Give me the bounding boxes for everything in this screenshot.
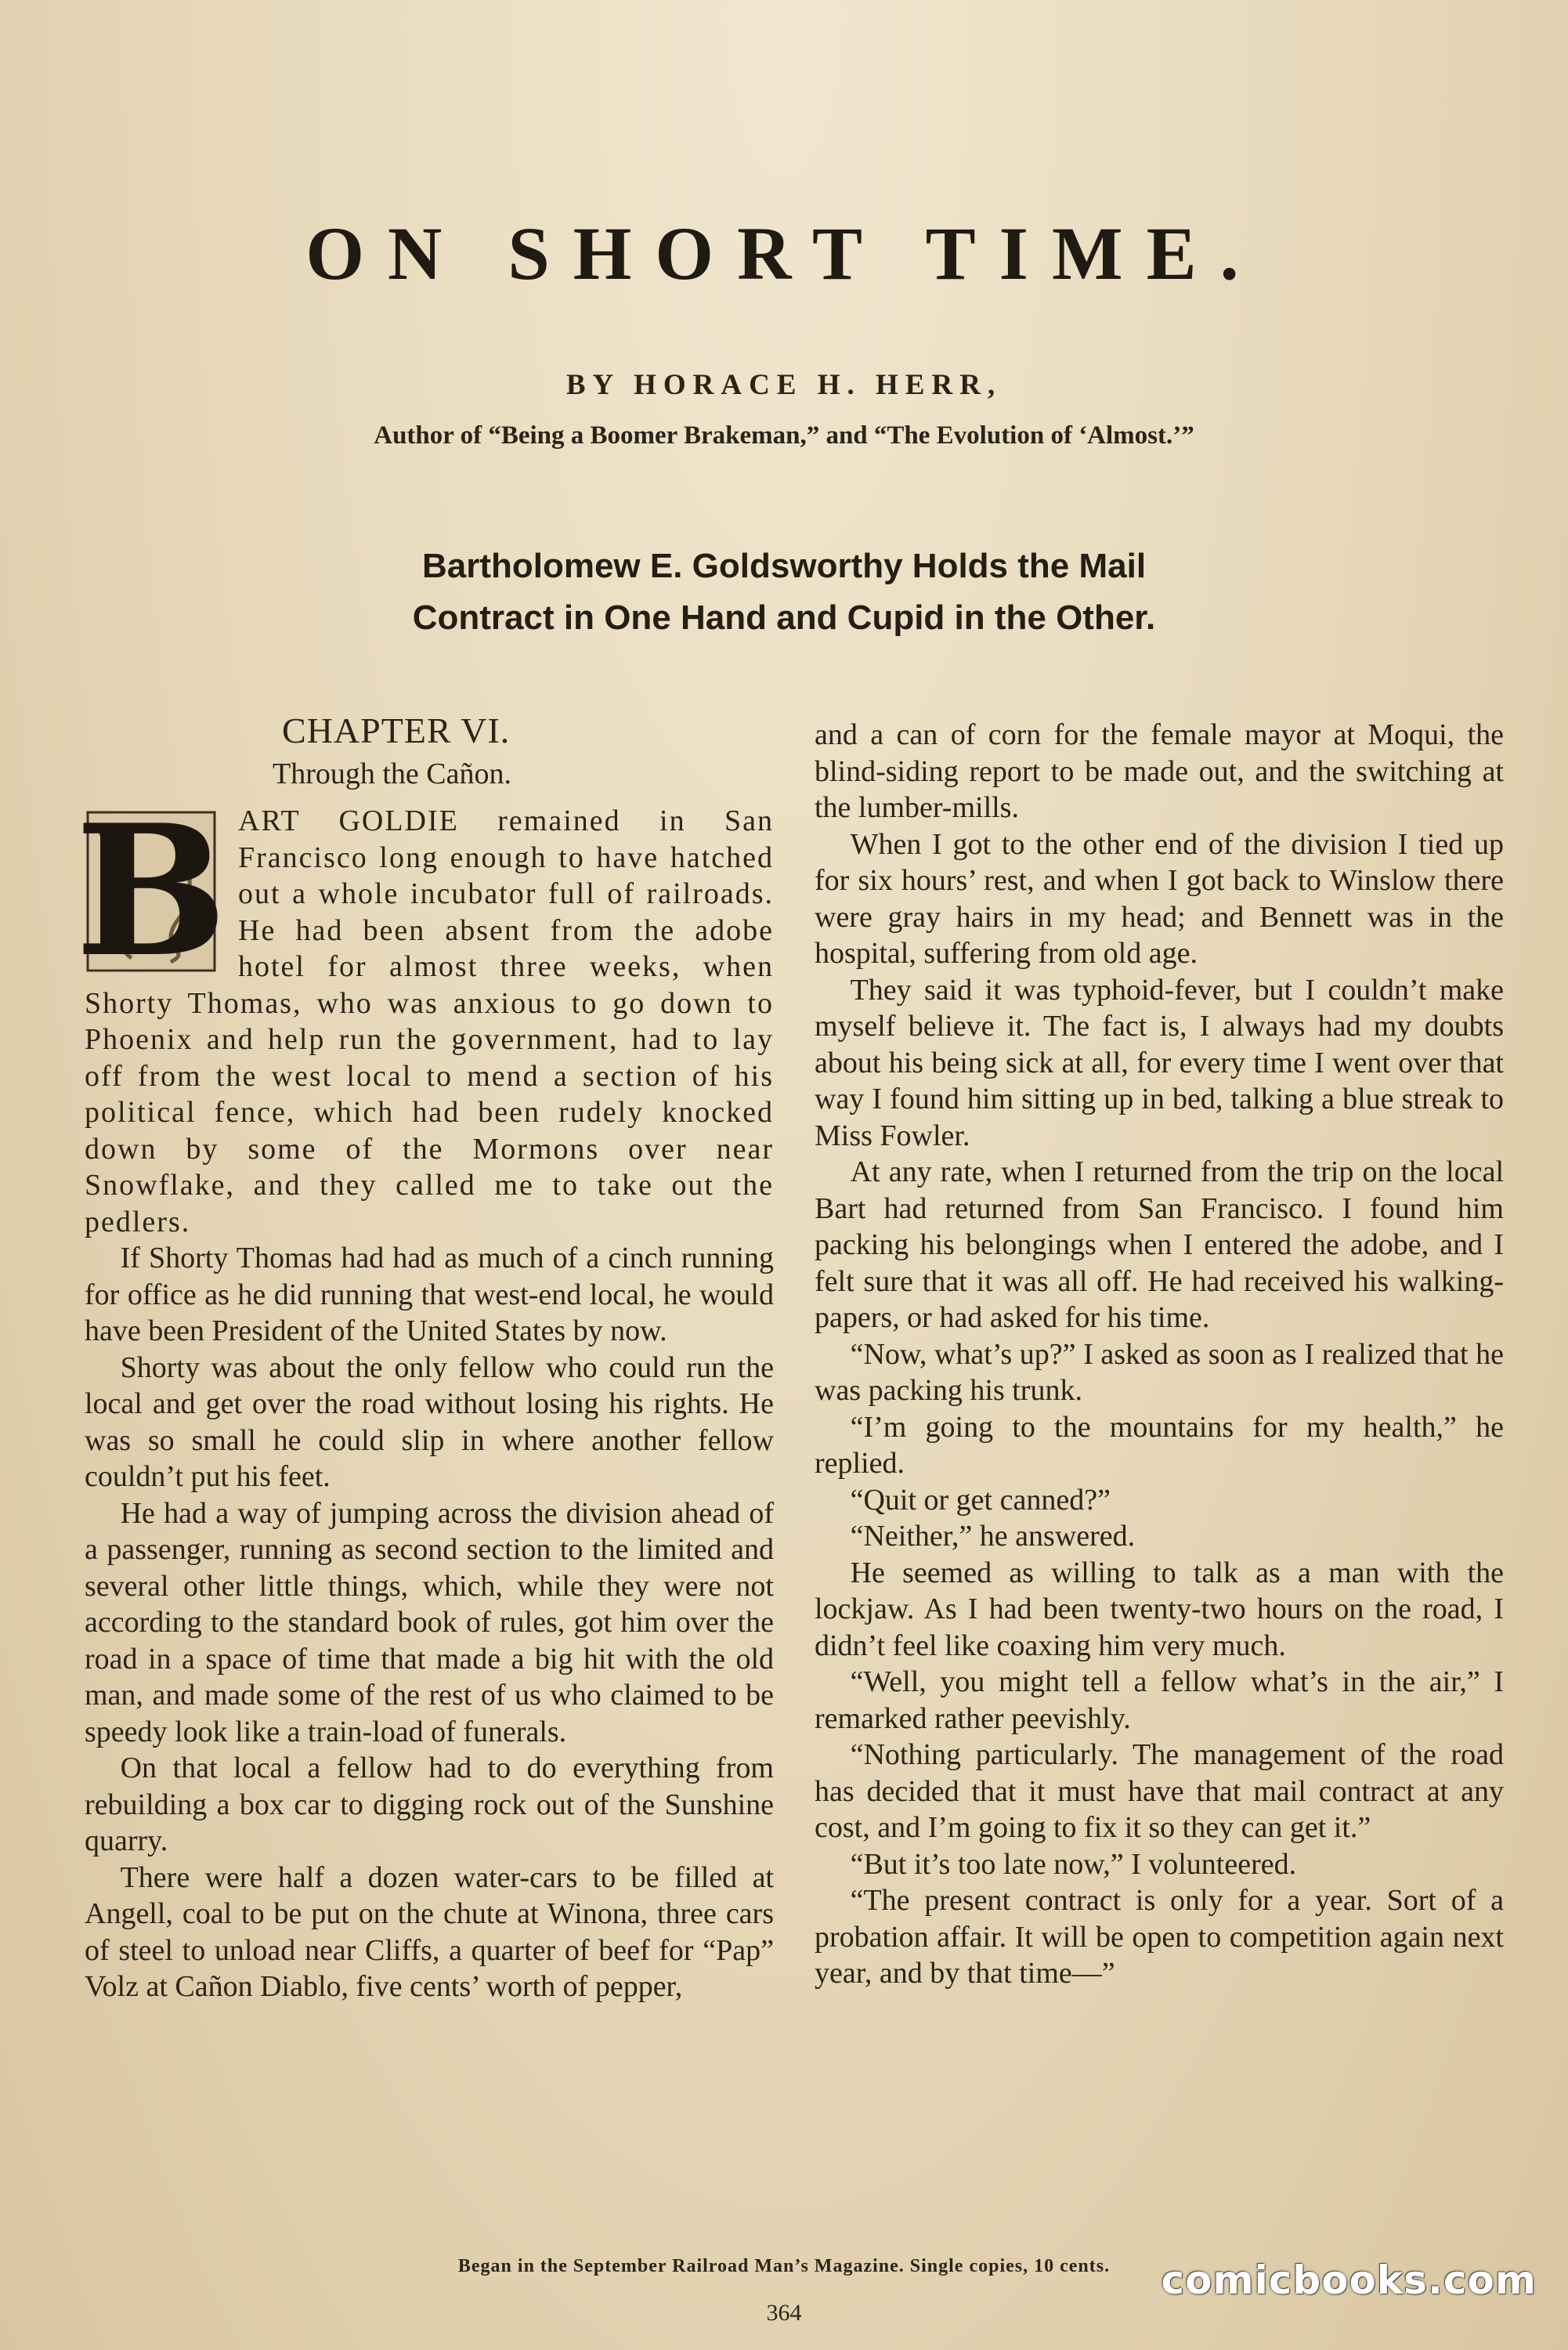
paragraph: “Quit or get canned?”: [850, 1483, 1111, 1517]
page-number: 364: [766, 2300, 802, 2326]
paragraph: “I’m going to the mountains for my health,” he replied.: [815, 1410, 1504, 1480]
subtitle-line-1: Bartholomew E. Goldsworthy Holds the Mail: [421, 547, 1147, 585]
site-watermark: comicbooks.com: [1161, 2258, 1537, 2303]
article-subtitle: [0, 540, 1568, 644]
paragraph: “The present contract is only for a year. Sort of a probation affair. It will be open to competition again next year, and by that time—”: [815, 1884, 1504, 1990]
subtitle-line-2: Contract in One Hand and Cupid in the Other.: [412, 598, 1156, 637]
paragraph: [74, 786, 774, 1240]
paragraph: and a can of corn for the female mayor at Moqui, the blind-siding report to be made out, and the switching at the lumber-mills.: [815, 718, 1504, 824]
paragraph: When I got to the other end of the division I tied up for six hours’ rest, and when I got back to Winslow there were gray hairs in my head; and Bennett was in the hospital, suffering from old age.: [815, 827, 1504, 970]
paragraph: If Shorty Thomas had had as much of a cinch running for office as he did running that west-end local, he would have been President of the United States by now.: [85, 1242, 774, 1347]
paragraph: “Neither,” he answered.: [850, 1520, 1136, 1553]
paragraph: “But it’s too late now,” I volunteered.: [850, 1847, 1297, 1881]
paragraph: “Now, what’s up?” I asked as soon as I realized that he was packing his trunk.: [815, 1337, 1504, 1407]
author-byline: BY HORACE H. HERR,: [565, 369, 1003, 401]
paragraph: On that local a fellow had to do everything from rebuilding a box car to digging rock out of the Sunshine quarry.: [85, 1752, 774, 1857]
paragraph-text: ART GOLDIE remained in San Francisco long enough to have hatched out a whole incubator full of railroads. He had been absent from the adobe hotel for almost three weeks, when Shorty Thomas, who was anxious to go down to Phoenix and help run the government, had to lay off from the west local to mend a section of his political fence, which had been rudely knocked down by some of the Mormons over near Snowflake, and they called me to take out the pedlers.: [85, 804, 774, 1238]
paragraph: He seemed as willing to talk as a man with the lockjaw. As I had been twenty-two hours on the road, I didn’t feel like coaxing him very much.: [815, 1556, 1504, 1662]
paragraph: There were half a dozen water-cars to be filled at Angell, coal to be put on the chute at Winona, three cars of steel to unload near Cliffs, a quarter of beef for “Pap” Volz at Cañon Diablo, five cents’ worth of pepper,: [85, 1860, 774, 2003]
paragraph: Shorty was about the only fellow who could run the local and get over the road without losing his rights. He was so small he could slip in where another fellow couldn’t put his feet.: [85, 1350, 774, 1493]
ornamental-dropcap: [74, 786, 228, 997]
paragraph: He had a way of jumping across the division ahead of a passenger, running as second section to the limited and several other little things, which, while they were not according to the standard book of rules, got him over the road in a space of time that made a big hit with the old man, and made some of the rest of us who claimed to be speedy look like a train-load of funerals.: [85, 1496, 774, 1748]
chapter-subheading: Through the Cañon.: [273, 757, 512, 790]
article-title: ON SHORT TIME.: [305, 212, 1263, 295]
paragraph: At any rate, when I returned from the trip on the local Bart had returned from San Francisco. I found him packing his belongings when I entered the adobe, and I felt sure that it was all off. He had received his walking-papers, or had asked for his time.: [815, 1155, 1504, 1334]
chapter-heading: CHAPTER VI.: [282, 710, 511, 750]
paragraph: “Well, you might tell a fellow what’s in the air,” I remarked rather peevishly.: [815, 1665, 1504, 1735]
right-column: [815, 717, 1504, 1992]
paragraph: “Nothing particularly. The management of the road has decided that it must have that mail contract at any cost, and I’m going to fix it so they can get it.”: [815, 1738, 1504, 1844]
dropcap-letter: B: [74, 786, 228, 997]
author-credit: Author of “Being a Boomer Brakeman,” and “The Evolution of ‘Almost.’”: [374, 421, 1194, 450]
paragraph: They said it was typhoid-fever, but I couldn’t make myself believe it. The fact is, I always had my doubts about his being sick at all, for every time I went over that way I found him sitting up in bed, talking a blue streak to Miss Fowler.: [815, 973, 1504, 1152]
left-column: [74, 710, 774, 2005]
footer-note: Began in the September Railroad Man’s Magazine. Single copies, 10 cents.: [457, 2256, 1111, 2276]
